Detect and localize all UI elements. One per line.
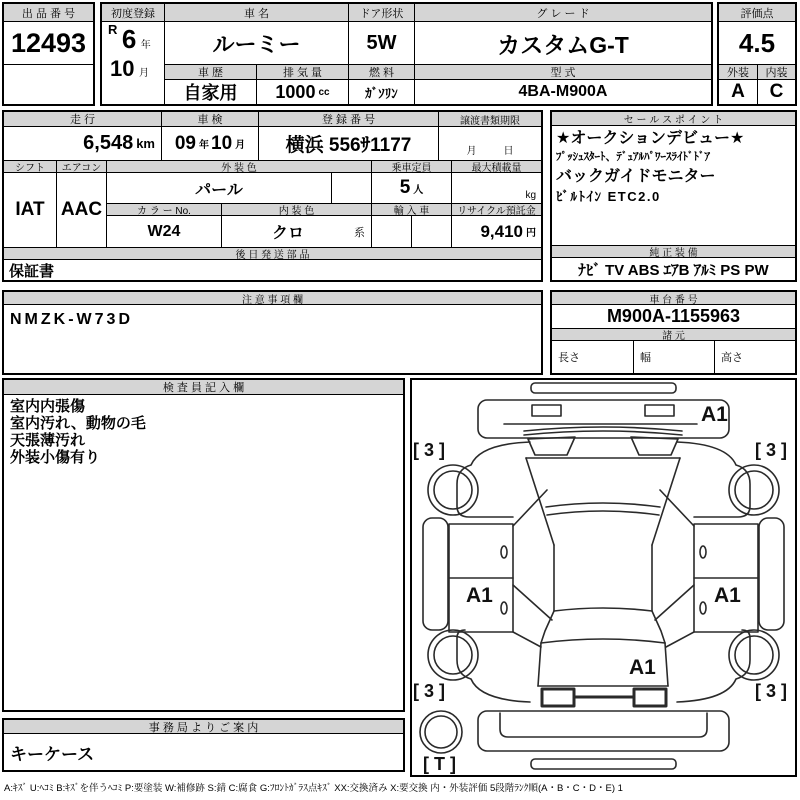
oem-equipment-value: ﾅﾋﾞ TV ABS ｴｱB ｱﾙﾐ PS PW — [578, 261, 769, 279]
mark-right-door: A1 — [714, 584, 741, 607]
car-outline — [420, 383, 784, 769]
capacity-number: 5 — [399, 177, 411, 198]
grade-value: カスタムG-T — [414, 22, 711, 64]
door-shape-value: 5W — [348, 22, 414, 64]
exterior-color-value: パール — [106, 173, 331, 203]
shift-label: シフト — [4, 160, 56, 173]
interior-color-label: 内 装 色 — [221, 203, 371, 216]
mark-rear-gate: A1 — [629, 656, 656, 679]
office-box — [2, 718, 405, 772]
interior-color-suffix: 系 — [354, 226, 365, 239]
sales-points-label: セ ー ル ス ポ イ ン ト — [552, 112, 795, 126]
inspection-value — [161, 127, 258, 160]
model-code-value: 4BA-M900A — [414, 80, 711, 104]
inspection-label: 車 検 — [161, 112, 258, 127]
inspection-year-unit: 年 — [199, 140, 209, 151]
aircon-value: AAC — [56, 173, 106, 247]
specs-label: 諸 元 — [552, 328, 795, 341]
spec-width-label: 幅 — [633, 341, 714, 373]
sales-line-3: バックガイドモニター — [556, 167, 716, 185]
exterior-grade-label: 外装 — [719, 64, 757, 80]
car-history-value: 自家用 — [164, 80, 256, 104]
shift-value: IAT — [15, 199, 45, 220]
model-code-label: 型 式 — [414, 64, 711, 80]
score-box — [717, 2, 797, 106]
reg-number-label: 登 録 番 号 — [258, 112, 438, 127]
office-label: 事 務 局 よ り ご 案 内 — [4, 720, 403, 734]
score-label: 評価点 — [719, 4, 795, 22]
displacement-number: 1000 — [275, 81, 316, 102]
transfer-deadline-value — [438, 127, 541, 160]
recycle-label: リサイクル預託金 — [451, 203, 541, 216]
fuel-value: ｶﾞｿﾘﾝ — [348, 80, 414, 104]
import-cell-1 — [371, 216, 411, 247]
reg-year: 6 — [121, 24, 137, 54]
oem-equipment-label: 純 正 装 備 — [552, 245, 795, 258]
sales-line-4: ﾋﾞﾙﾄｲﾝ ETC2.0 — [556, 188, 661, 204]
displacement-label: 排 気 量 — [256, 64, 348, 80]
chassis-box — [550, 290, 797, 375]
inspector-body — [4, 395, 403, 710]
import-label: 輸 入 車 — [371, 203, 451, 216]
later-parts-value: 保証書 — [9, 262, 55, 280]
inspector-label: 検 査 員 記 入 欄 — [4, 380, 403, 395]
reg-number-value: 横浜 556ｻ1177 — [258, 127, 438, 160]
mark-rear-left-wheel: [ 3 ] — [413, 681, 446, 701]
chassis-value: M900A-1155963 — [606, 306, 741, 326]
transfer-month-label: 月 — [466, 146, 477, 157]
damage-code-legend: A:ｷｽﾞ U:ﾍｺﾐ B:ｷｽﾞを伴うﾍｺﾐ P:要塗装 W:補修跡 S:錆 C:腐食 G:ﾌﾛﾝﾄｶﾞﾗｽ点ｷｽﾞ XX:交換済み X:要交換 内・外装評価 5段階ﾗﾝｸ順(A・B・C・D・E) 1 — [4, 783, 623, 794]
mark-left-door: A1 — [466, 584, 493, 607]
aircon-label: エアコン — [56, 160, 106, 173]
recycle-value — [451, 216, 541, 247]
lot-number-box — [2, 2, 95, 106]
transfer-deadline-label: 譲渡書類期限 — [438, 112, 541, 127]
chassis-label: 車 台 番 号 — [552, 292, 795, 305]
max-load-label: 最大積載量 — [451, 160, 541, 173]
first-registration-value — [102, 22, 164, 104]
era-code: R — [108, 22, 118, 37]
office-value: キーケース — [10, 744, 95, 764]
mileage-number: 6,548 — [83, 132, 134, 154]
fuel-label: 燃 料 — [348, 64, 414, 80]
exterior-color-label: 外 装 色 — [106, 160, 371, 173]
vehicle-header-table — [100, 2, 713, 106]
displacement-value — [256, 80, 348, 104]
sales-line-1: ★オークションデビュー★ — [556, 130, 745, 147]
reg-month: 10 — [110, 56, 135, 81]
inspection-month: 10 — [211, 132, 233, 154]
mileage-unit: km — [136, 136, 155, 151]
spec-length-label: 長さ — [558, 352, 580, 364]
mark-front-right-wheel: [ 3 ] — [755, 440, 788, 460]
car-history-label: 車 歴 — [164, 64, 256, 80]
inspector-line: 室内汚れ、動物の毛 — [10, 415, 146, 432]
mileage-value — [4, 127, 161, 160]
inspection-month-unit: 月 — [235, 140, 246, 151]
sales-line-2: ﾌﾟｯｼｭｽﾀｰﾄ、ﾃﾞｭｱﾙﾊﾟﾜｰｽﾗｲﾄﾞﾄﾞｱ — [556, 151, 710, 163]
lot-number-label: 出 品 番 号 — [4, 4, 93, 22]
recycle-number: 9,410 — [480, 221, 523, 241]
lot-empty-cell — [4, 64, 93, 104]
sales-points-box — [550, 110, 797, 282]
capacity-label: 乗車定員 — [371, 160, 451, 173]
interior-grade-label: 内装 — [757, 64, 795, 80]
exterior-grade-value: A — [731, 81, 745, 102]
color-no-value: W24 — [106, 216, 221, 247]
inspector-box — [2, 378, 405, 712]
capacity-unit: 人 — [413, 184, 424, 196]
capacity-value — [371, 173, 451, 203]
reg-year-unit: 年 — [140, 40, 151, 51]
car-name-label: 車 名 — [164, 4, 348, 22]
recycle-unit: 円 — [526, 228, 536, 239]
exterior-color-suffix-cell — [331, 173, 371, 203]
later-parts-label: 後 日 発 送 部 品 — [4, 247, 541, 260]
grade-label: グ レ ー ド — [414, 4, 711, 22]
max-load-value: kg — [451, 173, 541, 203]
notes-label: 注 意 事 項 欄 — [4, 292, 541, 305]
inspector-line: 外装小傷有り — [10, 449, 101, 466]
inspector-line: 天張薄汚れ — [10, 432, 86, 449]
mark-front-bumper: A1 — [701, 403, 728, 426]
info-block — [2, 110, 543, 282]
color-no-label: カ ラ ー No. — [106, 203, 221, 216]
reg-month-unit: 月 — [138, 68, 149, 79]
interior-grade-value: C — [757, 80, 795, 104]
displacement-unit: cc — [318, 86, 330, 98]
door-shape-label: ドア形状 — [348, 4, 414, 22]
interior-color-name: クロ — [271, 225, 304, 242]
sales-points-body — [552, 126, 795, 245]
import-cell-2 — [411, 216, 451, 247]
lot-number-value: 12493 — [10, 27, 87, 58]
first-registration-label: 初度登録 — [102, 4, 164, 22]
mark-spare-tire: [ T ] — [423, 754, 456, 774]
mark-front-left-wheel: [ 3 ] — [413, 440, 446, 460]
mileage-label: 走 行 — [4, 112, 161, 127]
notes-box — [2, 290, 543, 375]
interior-color-value — [221, 216, 371, 247]
car-name-value: ルーミー — [164, 22, 348, 64]
spec-height-label: 高さ — [714, 341, 795, 373]
inspector-line: 室内内張傷 — [10, 398, 86, 415]
notes-value: NMZK-W73D — [10, 311, 133, 328]
transfer-day-label: 日 — [503, 146, 514, 157]
score-value: 4.5 — [738, 27, 776, 58]
mark-rear-right-wheel: [ 3 ] — [755, 681, 788, 701]
car-diagram-box — [410, 378, 797, 777]
inspection-year: 09 — [174, 132, 196, 154]
car-diagram — [412, 380, 795, 775]
